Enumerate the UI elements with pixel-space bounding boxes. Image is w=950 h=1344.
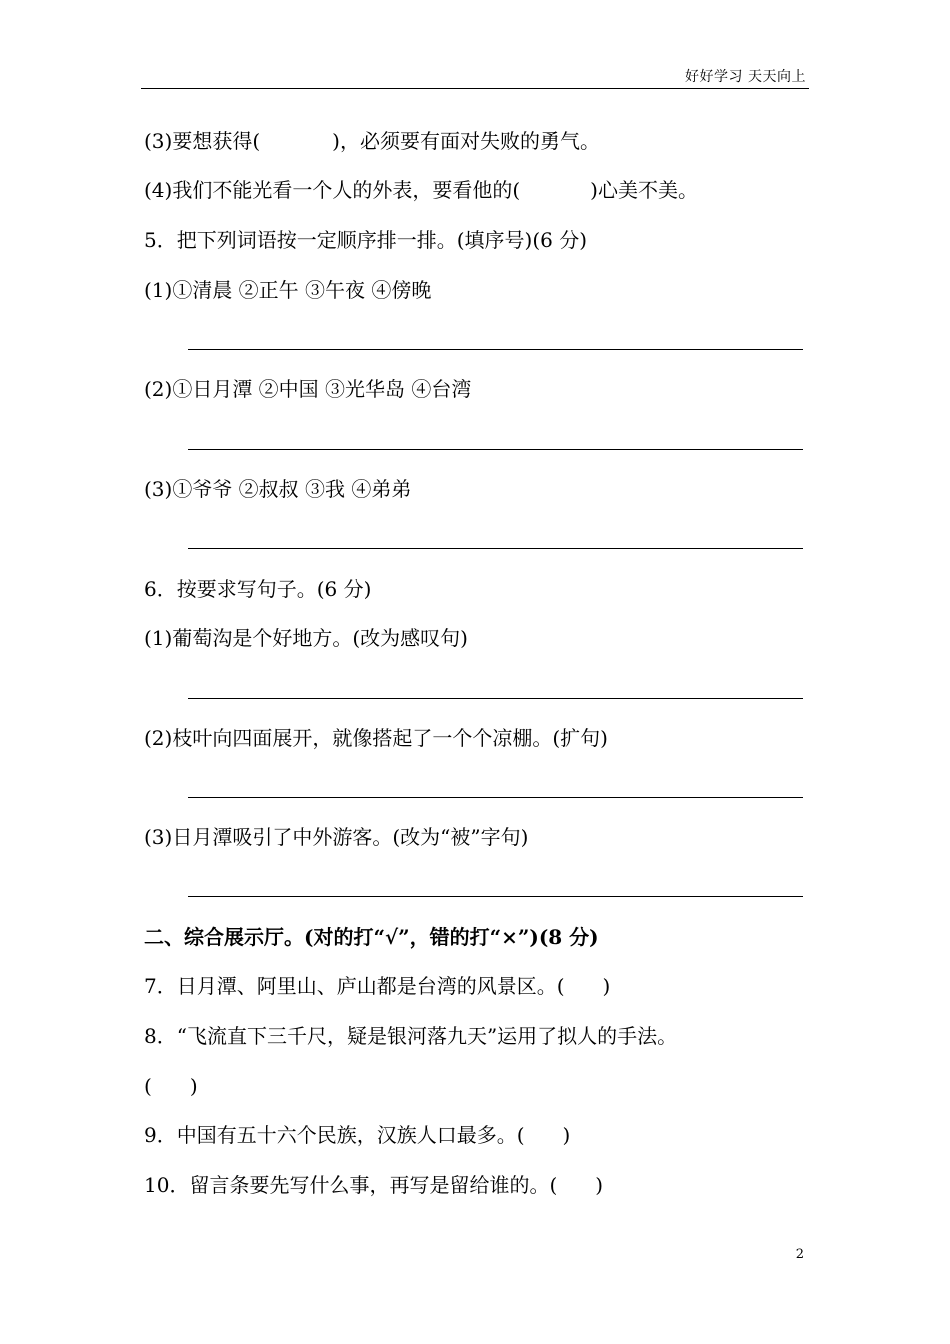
q8-open-paren: ( (144, 1074, 152, 1098)
question-5-2: (2)①日月潭 ②中国 ③光华岛 ④台湾 (144, 377, 472, 401)
q4-3-text-a: (3)要想获得( (144, 129, 261, 153)
question-5-1: (1)①清晨 ②正午 ③午夜 ④傍晚 (144, 278, 432, 302)
answer-line-5-2[interactable] (188, 449, 803, 450)
question-5-3: (3)①爷爷 ②叔叔 ③我 ④弟弟 (144, 477, 412, 501)
q4-3-text-b: )，必须要有面对失败的勇气。 (332, 129, 600, 153)
q4-4-text-b: )心美不美。 (590, 178, 698, 202)
section-2-title: 二、综合展示厅。(对的打“√”，错的打“×”)(8 分) (144, 925, 599, 949)
page-header-motto: 好好学习 天天向上 (685, 69, 806, 85)
q10-close-paren: ) (595, 1173, 604, 1197)
answer-line-5-1[interactable] (188, 349, 803, 350)
q7-close-paren: ) (602, 974, 611, 998)
question-6-3: (3)日月潭吸引了中外游客。(改为“被”字句) (144, 825, 529, 849)
question-9 (144, 1121, 570, 1149)
q10-text: 10．留言条要先写什么事，再写是留给谁的。( (144, 1173, 558, 1197)
answer-line-5-3[interactable] (188, 548, 803, 549)
header-divider (141, 88, 809, 89)
question-6-title: 6．按要求写句子。(6 分) (144, 577, 372, 601)
answer-line-6-1[interactable] (188, 698, 803, 699)
question-8: 8．“飞流直下三千尺，疑是银河落九天”运用了拟人的手法。 (144, 1024, 678, 1048)
question-8-answer (144, 1072, 198, 1100)
question-6-1: (1)葡萄沟是个好地方。(改为感叹句) (144, 626, 468, 650)
question-7 (144, 972, 610, 1000)
q7-text: 7．日月潭、阿里山、庐山都是台湾的风景区。( (144, 974, 565, 998)
answer-line-6-2[interactable] (188, 797, 803, 798)
q9-close-paren: ) (562, 1123, 571, 1147)
page-number: 2 (795, 1247, 804, 1262)
question-10 (144, 1171, 603, 1199)
question-5-title: 5．把下列词语按一定顺序排一排。(填序号)(6 分) (144, 228, 588, 252)
question-6-2: (2)枝叶向四面展开，就像搭起了一个个凉棚。(扩句) (144, 726, 608, 750)
question-4-3 (144, 127, 600, 155)
question-4-4 (144, 176, 698, 204)
q9-text: 9．中国有五十六个民族，汉族人口最多。( (144, 1123, 525, 1147)
q8-close-paren: ) (189, 1074, 198, 1098)
answer-line-6-3[interactable] (188, 896, 803, 897)
q4-4-text-a: (4)我们不能光看一个人的外表，要看他的( (144, 178, 521, 202)
